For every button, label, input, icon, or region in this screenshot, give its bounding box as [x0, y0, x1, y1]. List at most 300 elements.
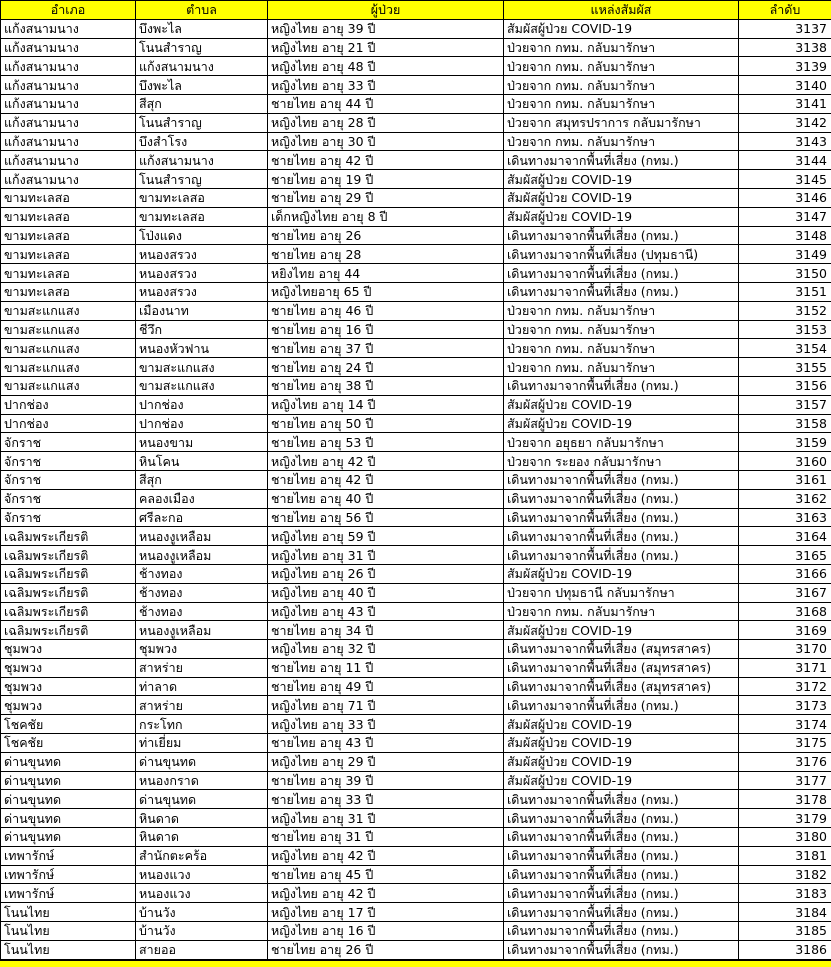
patient-cell: หญิงไทย อายุ 32 ปี: [268, 640, 504, 659]
district-cell: ขามทะเลสอ: [1, 245, 136, 264]
contact-source-cell: เดินทางมาจากพื้นที่เสี่ยง (กทม.): [504, 846, 739, 865]
table-row: [1, 865, 831, 884]
district-cell: ขามทะเลสอ: [1, 188, 136, 207]
district-cell: จักราช: [1, 433, 136, 452]
sequence-cell: 3168: [739, 602, 831, 621]
sequence-cell: 3169: [739, 621, 831, 640]
contact-source-cell: ป่วยจาก ปทุมธานี กลับมารักษา: [504, 583, 739, 602]
district-cell: โนนไทย: [1, 940, 136, 959]
contact-source-cell: ป่วยจาก กทม. กลับมารักษา: [504, 94, 739, 113]
sequence-cell: 3156: [739, 376, 831, 395]
subdistrict-cell: ขามทะเลสอ: [136, 207, 268, 226]
table-row: [1, 414, 831, 433]
table-row: [1, 715, 831, 734]
district-cell: เฉลิมพระเกียรติ: [1, 527, 136, 546]
subdistrict-cell: ช้างทอง: [136, 583, 268, 602]
district-cell: ปากช่อง: [1, 395, 136, 414]
sequence-cell: 3160: [739, 452, 831, 471]
patient-cell: ชายไทย อายุ 38 ปี: [268, 376, 504, 395]
sequence-cell: 3146: [739, 188, 831, 207]
district-cell: แก้งสนามนาง: [1, 170, 136, 189]
subdistrict-cell: บ้านวัง: [136, 903, 268, 922]
contact-source-cell: เดินทางมาจากพื้นที่เสี่ยง (กทม.): [504, 489, 739, 508]
table-row: [1, 922, 831, 941]
district-cell: โนนไทย: [1, 922, 136, 941]
contact-source-cell: ป่วยจาก กทม. กลับมารักษา: [504, 339, 739, 358]
contact-source-cell: เดินทางมาจากพื้นที่เสี่ยง (กทม.): [504, 865, 739, 884]
patient-cell: ชายไทย อายุ 40 ปี: [268, 489, 504, 508]
sequence-cell: 3165: [739, 546, 831, 565]
patient-cell: หญิงไทย อายุ 43 ปี: [268, 602, 504, 621]
subdistrict-cell: ปากช่อง: [136, 395, 268, 414]
patient-cell: หญิงไทย อายุ 21 ปี: [268, 38, 504, 57]
subdistrict-cell: ช้างทอง: [136, 564, 268, 583]
patient-cell: หญิงไทย อายุ 40 ปี: [268, 583, 504, 602]
patient-cell: ชายไทย อายุ 31 ปี: [268, 828, 504, 847]
subdistrict-cell: ชุมพวง: [136, 640, 268, 659]
patient-cell: ชายไทย อายุ 28: [268, 245, 504, 264]
patient-cell: ชายไทย อายุ 39 ปี: [268, 771, 504, 790]
district-cell: โชคชัย: [1, 715, 136, 734]
district-cell: จักราช: [1, 508, 136, 527]
table-row: [1, 188, 831, 207]
table-row: [1, 282, 831, 301]
contact-source-cell: เดินทางมาจากพื้นที่เสี่ยง (กทม.): [504, 151, 739, 170]
sequence-cell: 3148: [739, 226, 831, 245]
subdistrict-cell: หนองสรวง: [136, 264, 268, 283]
contact-source-cell: ป่วยจาก กทม. กลับมารักษา: [504, 602, 739, 621]
subdistrict-cell: คลองเมือง: [136, 489, 268, 508]
subdistrict-cell: ด่านขุนทด: [136, 752, 268, 771]
subdistrict-cell: บึงพะไล: [136, 76, 268, 95]
contact-source-cell: ป่วยจาก กทม. กลับมารักษา: [504, 76, 739, 95]
patient-cell: หญิงไทย อายุ 33 ปี: [268, 715, 504, 734]
patient-cell: หญิงไทย อายุ 48 ปี: [268, 57, 504, 76]
subdistrict-cell: หนองแวง: [136, 865, 268, 884]
district-cell: โนนไทย: [1, 903, 136, 922]
contact-source-cell: ป่วยจาก กทม. กลับมารักษา: [504, 57, 739, 76]
contact-source-cell: สัมผัสผู้ป่วย COVID-19: [504, 715, 739, 734]
sequence-cell: 3145: [739, 170, 831, 189]
subdistrict-cell: หนองแวง: [136, 884, 268, 903]
district-cell: ด่านขุนทด: [1, 771, 136, 790]
patient-cell: หญิงไทย อายุ 39 ปี: [268, 19, 504, 38]
sequence-cell: 3151: [739, 282, 831, 301]
table-row: [1, 433, 831, 452]
district-cell: แก้งสนามนาง: [1, 57, 136, 76]
contact-source-cell: เดินทางมาจากพื้นที่เสี่ยง (กทม.): [504, 884, 739, 903]
contact-source-cell: สัมผัสผู้ป่วย COVID-19: [504, 395, 739, 414]
table-row: [1, 245, 831, 264]
sequence-cell: 3185: [739, 922, 831, 941]
subdistrict-cell: สีสุก: [136, 470, 268, 489]
district-cell: ขามสะแกแสง: [1, 358, 136, 377]
sequence-cell: 3166: [739, 564, 831, 583]
patient-cell: ชายไทย อายุ 16 ปี: [268, 320, 504, 339]
district-cell: เทพารักษ์: [1, 846, 136, 865]
table-row: [1, 771, 831, 790]
district-cell: ปากช่อง: [1, 414, 136, 433]
district-cell: ขามสะแกแสง: [1, 376, 136, 395]
subdistrict-cell: โนนสำราญ: [136, 38, 268, 57]
subdistrict-cell: ขามสะแกแสง: [136, 376, 268, 395]
district-cell: เฉลิมพระเกียรติ: [1, 546, 136, 565]
district-cell: แก้งสนามนาง: [1, 113, 136, 132]
subdistrict-cell: หนองงูเหลือม: [136, 621, 268, 640]
contact-source-cell: สัมผัสผู้ป่วย COVID-19: [504, 771, 739, 790]
table-row: [1, 546, 831, 565]
table-row: [1, 583, 831, 602]
subdistrict-cell: สาหร่าย: [136, 658, 268, 677]
table-row: [1, 19, 831, 38]
subdistrict-cell: กระโทก: [136, 715, 268, 734]
contact-source-cell: เดินทางมาจากพื้นที่เสี่ยง (กทม.): [504, 903, 739, 922]
table-row: [1, 527, 831, 546]
district-cell: เฉลิมพระเกียรติ: [1, 564, 136, 583]
district-cell: ขามทะเลสอ: [1, 226, 136, 245]
contact-source-cell: ป่วยจาก กทม. กลับมารักษา: [504, 358, 739, 377]
subdistrict-cell: เมืองนาท: [136, 301, 268, 320]
header-subdistrict: ตำบล: [136, 1, 268, 20]
sequence-cell: 3170: [739, 640, 831, 659]
table-row: [1, 226, 831, 245]
sequence-cell: 3171: [739, 658, 831, 677]
sequence-cell: 3141: [739, 94, 831, 113]
contact-source-cell: เดินทางมาจากพื้นที่เสี่ยง (กทม.): [504, 828, 739, 847]
subdistrict-cell: บึงสำโรง: [136, 132, 268, 151]
contact-source-cell: เดินทางมาจากพื้นที่เสี่ยง (กทม.): [504, 376, 739, 395]
patient-cell: หญิงไทย อายุ 42 ปี: [268, 452, 504, 471]
subdistrict-cell: หนองหัวฟาน: [136, 339, 268, 358]
sequence-cell: 3137: [739, 19, 831, 38]
district-cell: โชคชัย: [1, 734, 136, 753]
subdistrict-cell: โนนสำราญ: [136, 170, 268, 189]
table-row: [1, 94, 831, 113]
sequence-cell: 3140: [739, 76, 831, 95]
table-row: [1, 884, 831, 903]
subdistrict-cell: สำนักตะคร้อ: [136, 846, 268, 865]
patient-cell: ชายไทย อายุ 46 ปี: [268, 301, 504, 320]
contact-source-cell: เดินทางมาจากพื้นที่เสี่ยง (กทม.): [504, 790, 739, 809]
patient-cell: หญิงไทย อายุ 71 ปี: [268, 696, 504, 715]
table-row: [1, 846, 831, 865]
subdistrict-cell: โป่งแดง: [136, 226, 268, 245]
patient-cell: ชายไทย อายุ 43 ปี: [268, 734, 504, 753]
table-row: [1, 170, 831, 189]
contact-source-cell: ป่วยจาก กทม. กลับมารักษา: [504, 320, 739, 339]
sequence-cell: 3173: [739, 696, 831, 715]
patient-cell: หญิงไทย อายุ 30 ปี: [268, 132, 504, 151]
district-cell: ชุมพวง: [1, 677, 136, 696]
patient-cell: ชายไทย อายุ 26: [268, 226, 504, 245]
sequence-cell: 3163: [739, 508, 831, 527]
table-row: [1, 940, 831, 959]
contact-source-cell: สัมผัสผู้ป่วย COVID-19: [504, 170, 739, 189]
sequence-cell: 3174: [739, 715, 831, 734]
subdistrict-cell: ปากช่อง: [136, 414, 268, 433]
sequence-cell: 3181: [739, 846, 831, 865]
table-row: [1, 376, 831, 395]
contact-source-cell: เดินทางมาจากพื้นที่เสี่ยง (กทม.): [504, 508, 739, 527]
subdistrict-cell: หนองงูเหลือม: [136, 546, 268, 565]
subdistrict-cell: หนองสรวง: [136, 282, 268, 301]
sequence-cell: 3158: [739, 414, 831, 433]
contact-source-cell: เดินทางมาจากพื้นที่เสี่ยง (ปทุมธานี): [504, 245, 739, 264]
contact-source-cell: เดินทางมาจากพื้นที่เสี่ยง (สมุทรสาคร): [504, 677, 739, 696]
table-row: [1, 264, 831, 283]
district-cell: ชุมพวง: [1, 658, 136, 677]
contact-source-cell: สัมผัสผู้ป่วย COVID-19: [504, 734, 739, 753]
header-row: [1, 1, 831, 20]
table-row: [1, 452, 831, 471]
subdistrict-cell: สาหร่าย: [136, 696, 268, 715]
district-cell: เทพารักษ์: [1, 884, 136, 903]
subdistrict-cell: หนองขาม: [136, 433, 268, 452]
table-row: [1, 132, 831, 151]
table-row: [1, 809, 831, 828]
district-cell: เฉลิมพระเกียรติ: [1, 602, 136, 621]
district-cell: ด่านขุนทด: [1, 752, 136, 771]
district-cell: ด่านขุนทด: [1, 790, 136, 809]
district-cell: ขามทะเลสอ: [1, 207, 136, 226]
table-row: [1, 602, 831, 621]
patient-cell: หญิงไทย อายุ 29 ปี: [268, 752, 504, 771]
subdistrict-cell: หนองสรวง: [136, 245, 268, 264]
district-cell: แก้งสนามนาง: [1, 151, 136, 170]
subdistrict-cell: โนนสำราญ: [136, 113, 268, 132]
table-row: [1, 207, 831, 226]
patient-cell: ชายไทย อายุ 44 ปี: [268, 94, 504, 113]
contact-source-cell: สัมผัสผู้ป่วย COVID-19: [504, 621, 739, 640]
sequence-cell: 3184: [739, 903, 831, 922]
district-cell: แก้งสนามนาง: [1, 94, 136, 113]
district-cell: ด่านขุนทด: [1, 809, 136, 828]
patient-cell: ชายไทย อายุ 11 ปี: [268, 658, 504, 677]
contact-source-cell: เดินทางมาจากพื้นที่เสี่ยง (กทม.): [504, 809, 739, 828]
sequence-cell: 3178: [739, 790, 831, 809]
table-row: [1, 320, 831, 339]
header-sequence: ลำดับ: [739, 1, 831, 20]
subdistrict-cell: หินดาด: [136, 828, 268, 847]
sequence-cell: 3161: [739, 470, 831, 489]
patient-cell: ชายไทย อายุ 49 ปี: [268, 677, 504, 696]
subdistrict-cell: หนองกราด: [136, 771, 268, 790]
contact-source-cell: ป่วยจาก สมุทรปราการ กลับมารักษา: [504, 113, 739, 132]
subdistrict-cell: สายออ: [136, 940, 268, 959]
patient-cell: ชายไทย อายุ 56 ปี: [268, 508, 504, 527]
patient-cell: เด็กหญิงไทย อายุ 8 ปี: [268, 207, 504, 226]
contact-source-cell: เดินทางมาจากพื้นที่เสี่ยง (กทม.): [504, 696, 739, 715]
patient-cell: ชายไทย อายุ 26 ปี: [268, 940, 504, 959]
district-cell: ขามทะเลสอ: [1, 264, 136, 283]
district-cell: แก้งสนามนาง: [1, 38, 136, 57]
contact-source-cell: สัมผัสผู้ป่วย COVID-19: [504, 207, 739, 226]
sequence-cell: 3159: [739, 433, 831, 452]
patient-cell: ชายไทย อายุ 50 ปี: [268, 414, 504, 433]
patient-cell: ชายไทย อายุ 45 ปี: [268, 865, 504, 884]
patient-cell: ชายไทย อายุ 24 ปี: [268, 358, 504, 377]
contact-source-cell: เดินทางมาจากพื้นที่เสี่ยง (กทม.): [504, 264, 739, 283]
subdistrict-cell: แก้งสนามนาง: [136, 151, 268, 170]
district-cell: ขามสะแกแสง: [1, 320, 136, 339]
contact-source-cell: เดินทางมาจากพื้นที่เสี่ยง (กทม.): [504, 470, 739, 489]
sequence-cell: 3147: [739, 207, 831, 226]
subdistrict-cell: บ้านวัง: [136, 922, 268, 941]
contact-source-cell: สัมผัสผู้ป่วย COVID-19: [504, 19, 739, 38]
table-row: [1, 113, 831, 132]
header-district: อำเภอ: [1, 1, 136, 20]
subdistrict-cell: ขามสะแกแสง: [136, 358, 268, 377]
sequence-cell: 3144: [739, 151, 831, 170]
table-body: [1, 19, 831, 959]
sequence-cell: 3179: [739, 809, 831, 828]
patient-cell: หยิงไทย อายุ 44: [268, 264, 504, 283]
table-row: [1, 696, 831, 715]
table-row: [1, 621, 831, 640]
subdistrict-cell: หนองงูเหลือม: [136, 527, 268, 546]
contact-source-cell: ป่วยจาก ระยอง กลับมารักษา: [504, 452, 739, 471]
district-cell: จักราช: [1, 452, 136, 471]
patient-cell: หญิงไทย อายุ 59 ปี: [268, 527, 504, 546]
district-cell: จักราช: [1, 489, 136, 508]
district-cell: เฉลิมพระเกียรติ: [1, 621, 136, 640]
header-patient: ผู้ป่วย: [268, 1, 504, 20]
subdistrict-cell: ด่านขุนทด: [136, 790, 268, 809]
patient-cell: หญิงไทย อายุ 31 ปี: [268, 546, 504, 565]
contact-source-cell: สัมผัสผู้ป่วย COVID-19: [504, 564, 739, 583]
sequence-cell: 3139: [739, 57, 831, 76]
subdistrict-cell: หินโคน: [136, 452, 268, 471]
patient-cell: หญิงไทย อายุ 42 ปี: [268, 846, 504, 865]
table-row: [1, 677, 831, 696]
sequence-cell: 3155: [739, 358, 831, 377]
sequence-cell: 3138: [739, 38, 831, 57]
table-row: [1, 470, 831, 489]
patient-cell: หญิงไทย อายุ 26 ปี: [268, 564, 504, 583]
subdistrict-cell: ท่าเยี่ยม: [136, 734, 268, 753]
table-row: [1, 790, 831, 809]
table-row: [1, 752, 831, 771]
sequence-cell: 3143: [739, 132, 831, 151]
patient-cell: หญิงไทย อายุ 14 ปี: [268, 395, 504, 414]
subdistrict-cell: ช้างทอง: [136, 602, 268, 621]
district-cell: เทพารักษ์: [1, 865, 136, 884]
header-contact-source: แหล่งสัมผัส: [504, 1, 739, 20]
patient-cell: หญิงไทยอายุ 65 ปี: [268, 282, 504, 301]
district-cell: แก้งสนามนาง: [1, 19, 136, 38]
contact-source-cell: เดินทางมาจากพื้นที่เสี่ยง (กทม.): [504, 922, 739, 941]
sequence-cell: 3180: [739, 828, 831, 847]
patient-cell: ชายไทย อายุ 53 ปี: [268, 433, 504, 452]
sequence-cell: 3157: [739, 395, 831, 414]
table-row: [1, 38, 831, 57]
patient-cell: หญิงไทย อายุ 28 ปี: [268, 113, 504, 132]
table-row: [1, 658, 831, 677]
district-cell: แก้งสนามนาง: [1, 76, 136, 95]
district-cell: ขามทะเลสอ: [1, 282, 136, 301]
sequence-cell: 3162: [739, 489, 831, 508]
patient-cell: ชายไทย อายุ 29 ปี: [268, 188, 504, 207]
subdistrict-cell: แก้งสนามนาง: [136, 57, 268, 76]
sequence-cell: 3150: [739, 264, 831, 283]
sequence-cell: 3142: [739, 113, 831, 132]
district-cell: ขามสะแกแสง: [1, 339, 136, 358]
table-row: [1, 903, 831, 922]
patient-cell: ชายไทย อายุ 42 ปี: [268, 470, 504, 489]
table-row: [1, 57, 831, 76]
contact-source-cell: ป่วยจาก กทม. กลับมารักษา: [504, 132, 739, 151]
sequence-cell: 3175: [739, 734, 831, 753]
patient-cell: หญิงไทย อายุ 16 ปี: [268, 922, 504, 941]
patient-cell: หญิงไทย อายุ 17 ปี: [268, 903, 504, 922]
table-row: [1, 734, 831, 753]
bottom-strip: [0, 960, 831, 967]
table-row: [1, 339, 831, 358]
table-row: [1, 640, 831, 659]
table-row: [1, 151, 831, 170]
contact-source-cell: เดินทางมาจากพื้นที่เสี่ยง (สมุทรสาคร): [504, 658, 739, 677]
table-row: [1, 508, 831, 527]
contact-source-cell: สัมผัสผู้ป่วย COVID-19: [504, 414, 739, 433]
table-row: [1, 489, 831, 508]
sequence-cell: 3186: [739, 940, 831, 959]
contact-source-cell: เดินทางมาจากพื้นที่เสี่ยง (กทม.): [504, 546, 739, 565]
subdistrict-cell: หินดาด: [136, 809, 268, 828]
table-row: [1, 395, 831, 414]
sequence-cell: 3154: [739, 339, 831, 358]
contact-source-cell: เดินทางมาจากพื้นที่เสี่ยง (กทม.): [504, 940, 739, 959]
sequence-cell: 3149: [739, 245, 831, 264]
district-cell: ชุมพวง: [1, 640, 136, 659]
sequence-cell: 3153: [739, 320, 831, 339]
district-cell: แก้งสนามนาง: [1, 132, 136, 151]
sequence-cell: 3183: [739, 884, 831, 903]
district-cell: ขามสะแกแสง: [1, 301, 136, 320]
sequence-cell: 3167: [739, 583, 831, 602]
district-cell: ชุมพวง: [1, 696, 136, 715]
sequence-cell: 3172: [739, 677, 831, 696]
table-row: [1, 301, 831, 320]
contact-source-cell: เดินทางมาจากพื้นที่เสี่ยง (กทม.): [504, 282, 739, 301]
patient-cell: หญิงไทย อายุ 42 ปี: [268, 884, 504, 903]
contact-source-cell: เดินทางมาจากพื้นที่เสี่ยง (กทม.): [504, 527, 739, 546]
district-cell: ด่านขุนทด: [1, 828, 136, 847]
contact-source-cell: เดินทางมาจากพื้นที่เสี่ยง (สมุทรสาคร): [504, 640, 739, 659]
subdistrict-cell: ชีวึก: [136, 320, 268, 339]
sequence-cell: 3164: [739, 527, 831, 546]
table-row: [1, 76, 831, 95]
table-row: [1, 358, 831, 377]
table-row: [1, 828, 831, 847]
contact-source-cell: ป่วยจาก กทม. กลับมารักษา: [504, 301, 739, 320]
patient-cell: ชายไทย อายุ 37 ปี: [268, 339, 504, 358]
patient-cell: ชายไทย อายุ 19 ปี: [268, 170, 504, 189]
subdistrict-cell: ท่าลาด: [136, 677, 268, 696]
district-cell: จักราช: [1, 470, 136, 489]
patient-cell: หญิงไทย อายุ 31 ปี: [268, 809, 504, 828]
patient-cell: ชายไทย อายุ 34 ปี: [268, 621, 504, 640]
subdistrict-cell: ศรีละกอ: [136, 508, 268, 527]
contact-source-cell: ป่วยจาก อยุธยา กลับมารักษา: [504, 433, 739, 452]
table-row: [1, 564, 831, 583]
contact-source-cell: สัมผัสผู้ป่วย COVID-19: [504, 752, 739, 771]
sequence-cell: 3152: [739, 301, 831, 320]
patient-cell: ชายไทย อายุ 42 ปี: [268, 151, 504, 170]
patient-cell: ชายไทย อายุ 33 ปี: [268, 790, 504, 809]
contact-source-cell: สัมผัสผู้ป่วย COVID-19: [504, 188, 739, 207]
sequence-cell: 3177: [739, 771, 831, 790]
patient-cell: หญิงไทย อายุ 33 ปี: [268, 76, 504, 95]
